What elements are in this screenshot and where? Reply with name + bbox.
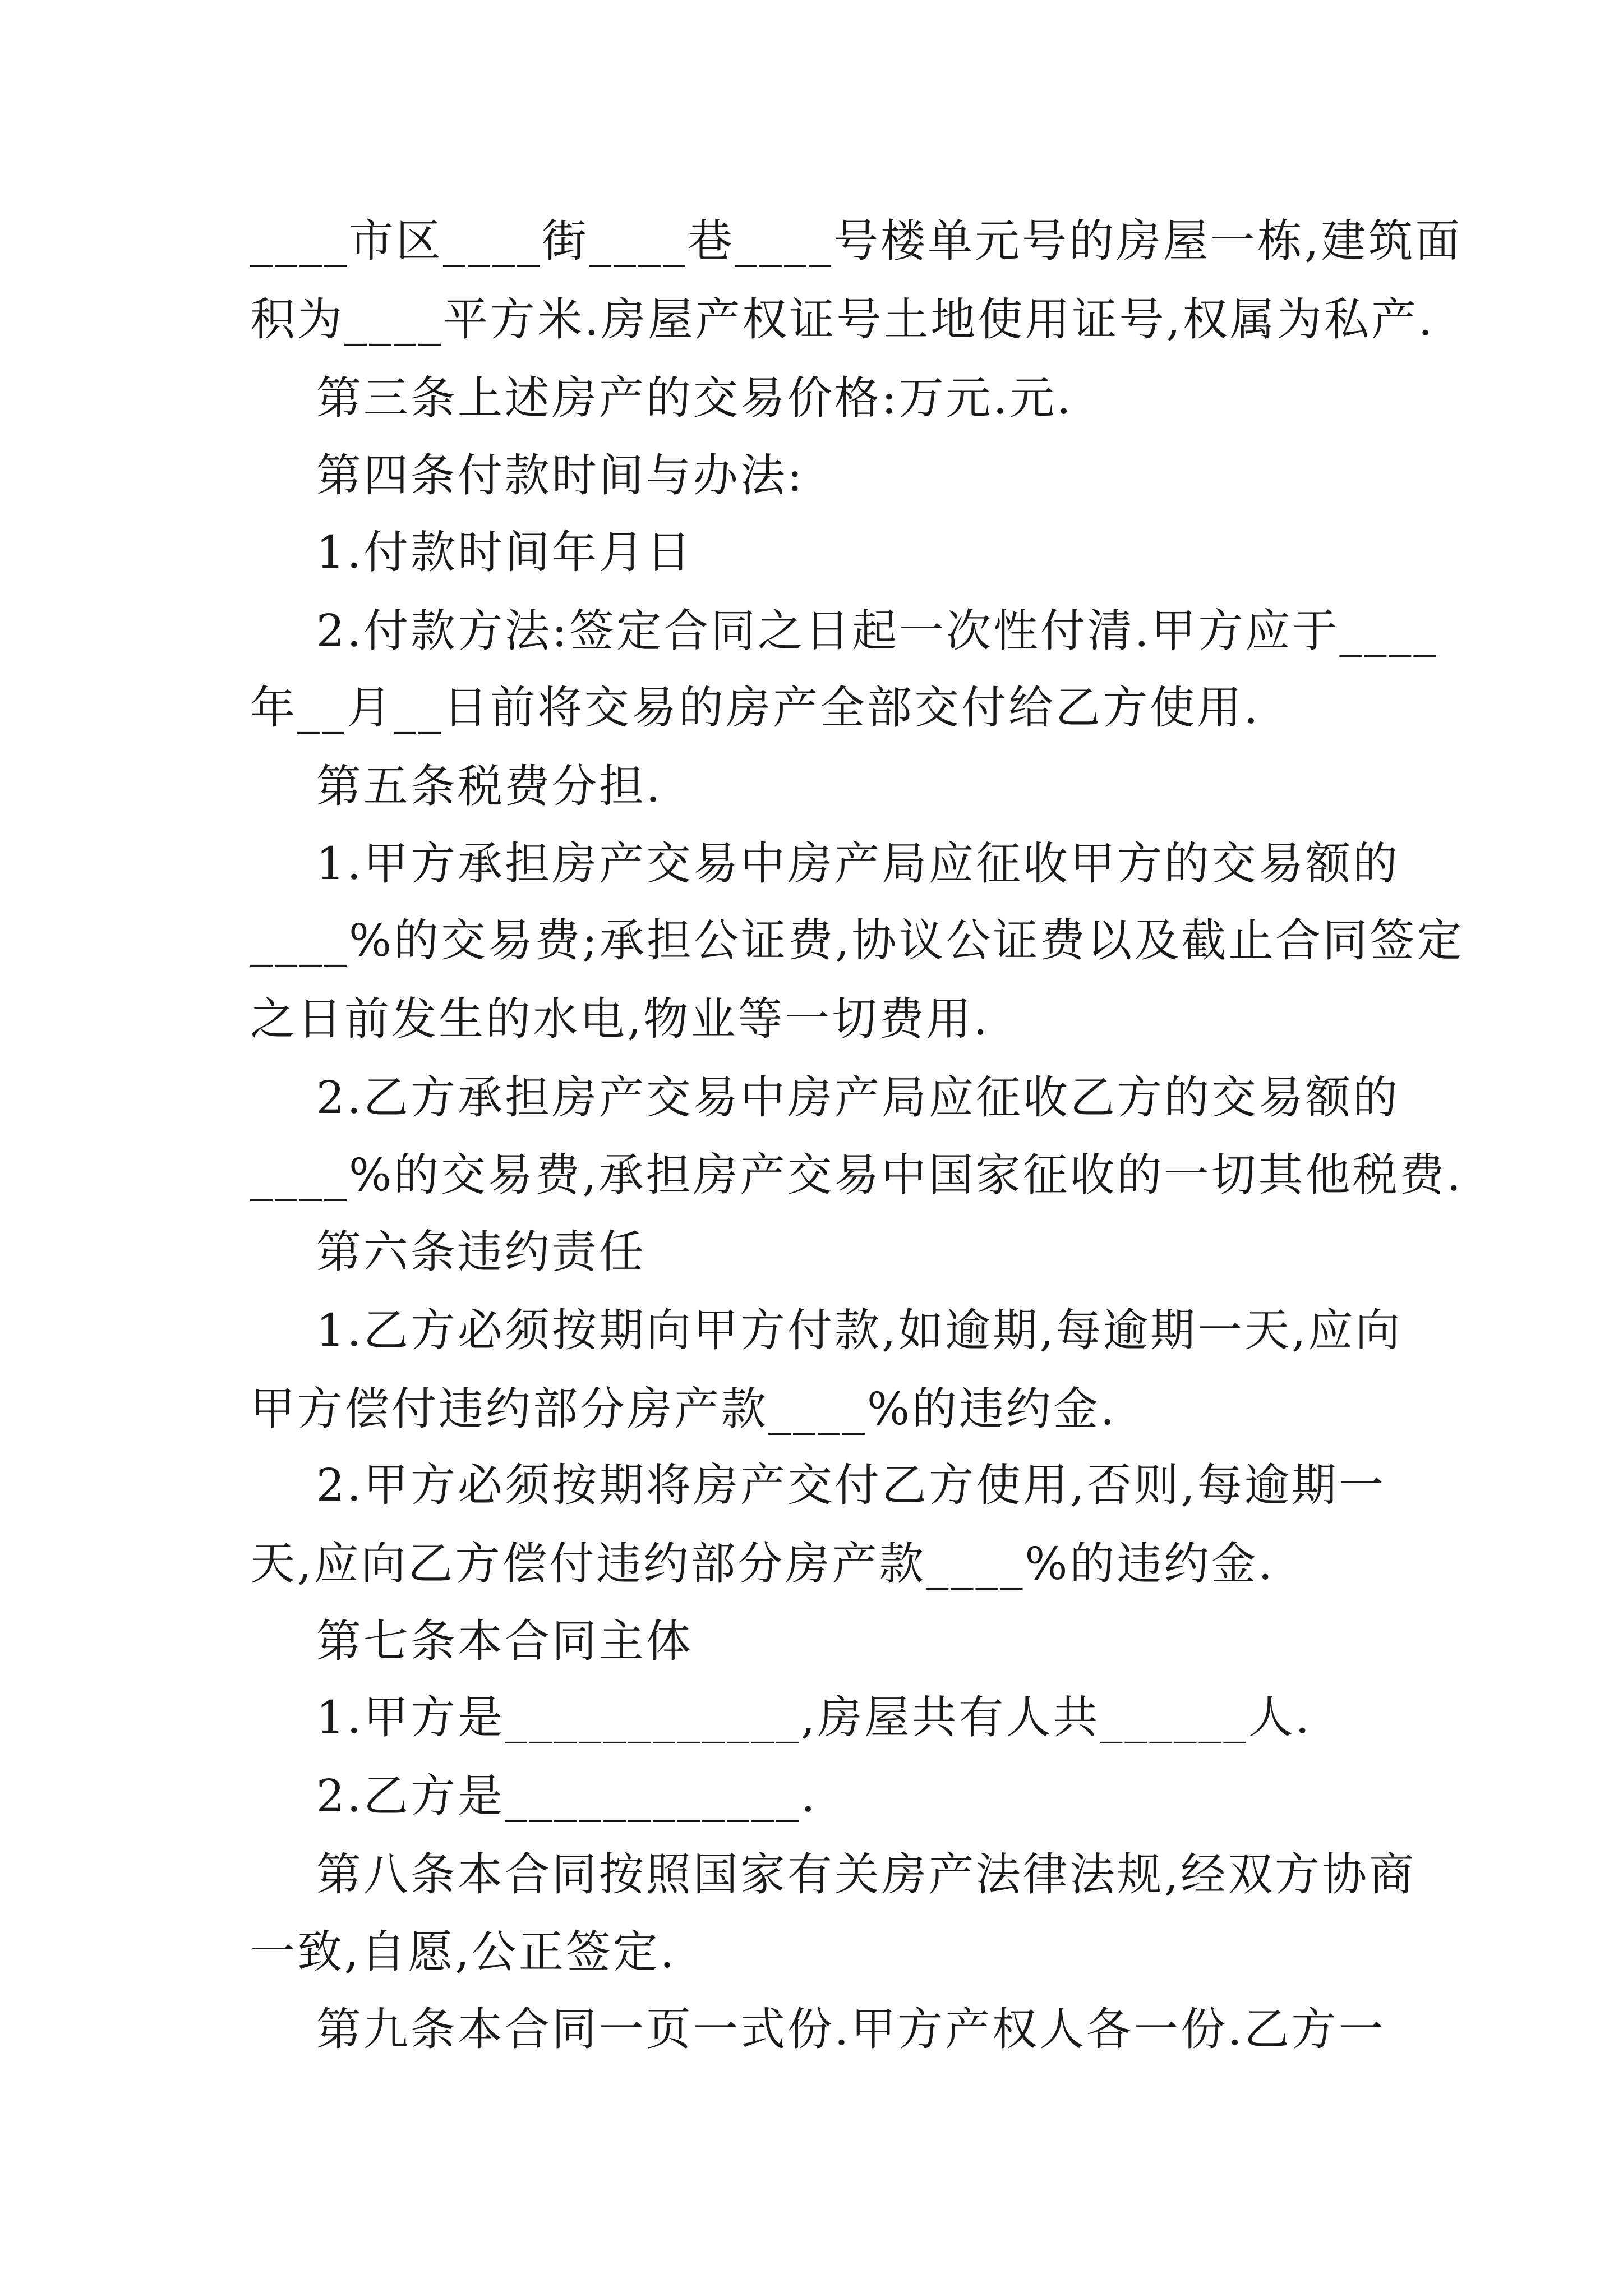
text-line: 积为____平方米.房屋产权证号土地使用证号,权属为私产. [250,293,1435,346]
text-line: 甲方偿付违约部分房产款____%的违约金. [250,1383,1117,1435]
text-line: 一致,自愿,公正签定. [250,1926,677,1978]
text-line: 第八条本合同按照国家有关房产法律法规,经双方协商 [250,1848,1417,1901]
text-line: 第九条本合同一页一式份.甲方产权人各一份.乙方一 [250,2003,1386,2055]
text-line: 1.甲方承担房产交易中房产局应征收甲方的交易额的 [250,838,1400,890]
text-line: 1.付款时间年月日 [250,526,694,578]
text-line: 第七条本合同主体 [250,1615,693,1667]
text-line: ____%的交易费;承担公证费,协议公证费以及截止合同签定 [250,914,1464,967]
text-line: ____市区____街____巷____号楼单元号的房屋一栋,建筑面 [250,215,1463,267]
text-line: 1.甲方是____________,房屋共有人共______人. [250,1691,1312,1743]
text-line: 年__月__日前将交易的房产全部交付给乙方使用. [250,682,1261,734]
text-line: 之日前发生的水电,物业等一切费用. [250,993,990,1045]
text-line: 2.乙方是____________. [250,1770,818,1822]
text-line: 第六条违约责任 [250,1226,646,1278]
text-line: 2.乙方承担房产交易中房产局应征收乙方的交易额的 [250,1071,1400,1124]
text-line: 天,应向乙方偿付违约部分房产款____%的违约金. [250,1538,1275,1590]
text-line: 1.乙方必须按期向甲方付款,如逾期,每逾期一天,应向 [250,1304,1403,1356]
text-line: 2.甲方必须按期将房产交付乙方使用,否则,每逾期一 [250,1459,1386,1511]
text-line: 第五条税费分担. [250,760,663,812]
text-line: ____%的交易费,承担房产交易中国家征收的一切其他税费. [250,1149,1463,1201]
text-line: 第四条付款时间与办法: [250,449,805,501]
text-line: 第三条上述房产的交易价格:万元.元. [250,372,1073,424]
text-line: 2.付款方法:签定合同之日起一次性付清.甲方应于____ [250,605,1438,657]
